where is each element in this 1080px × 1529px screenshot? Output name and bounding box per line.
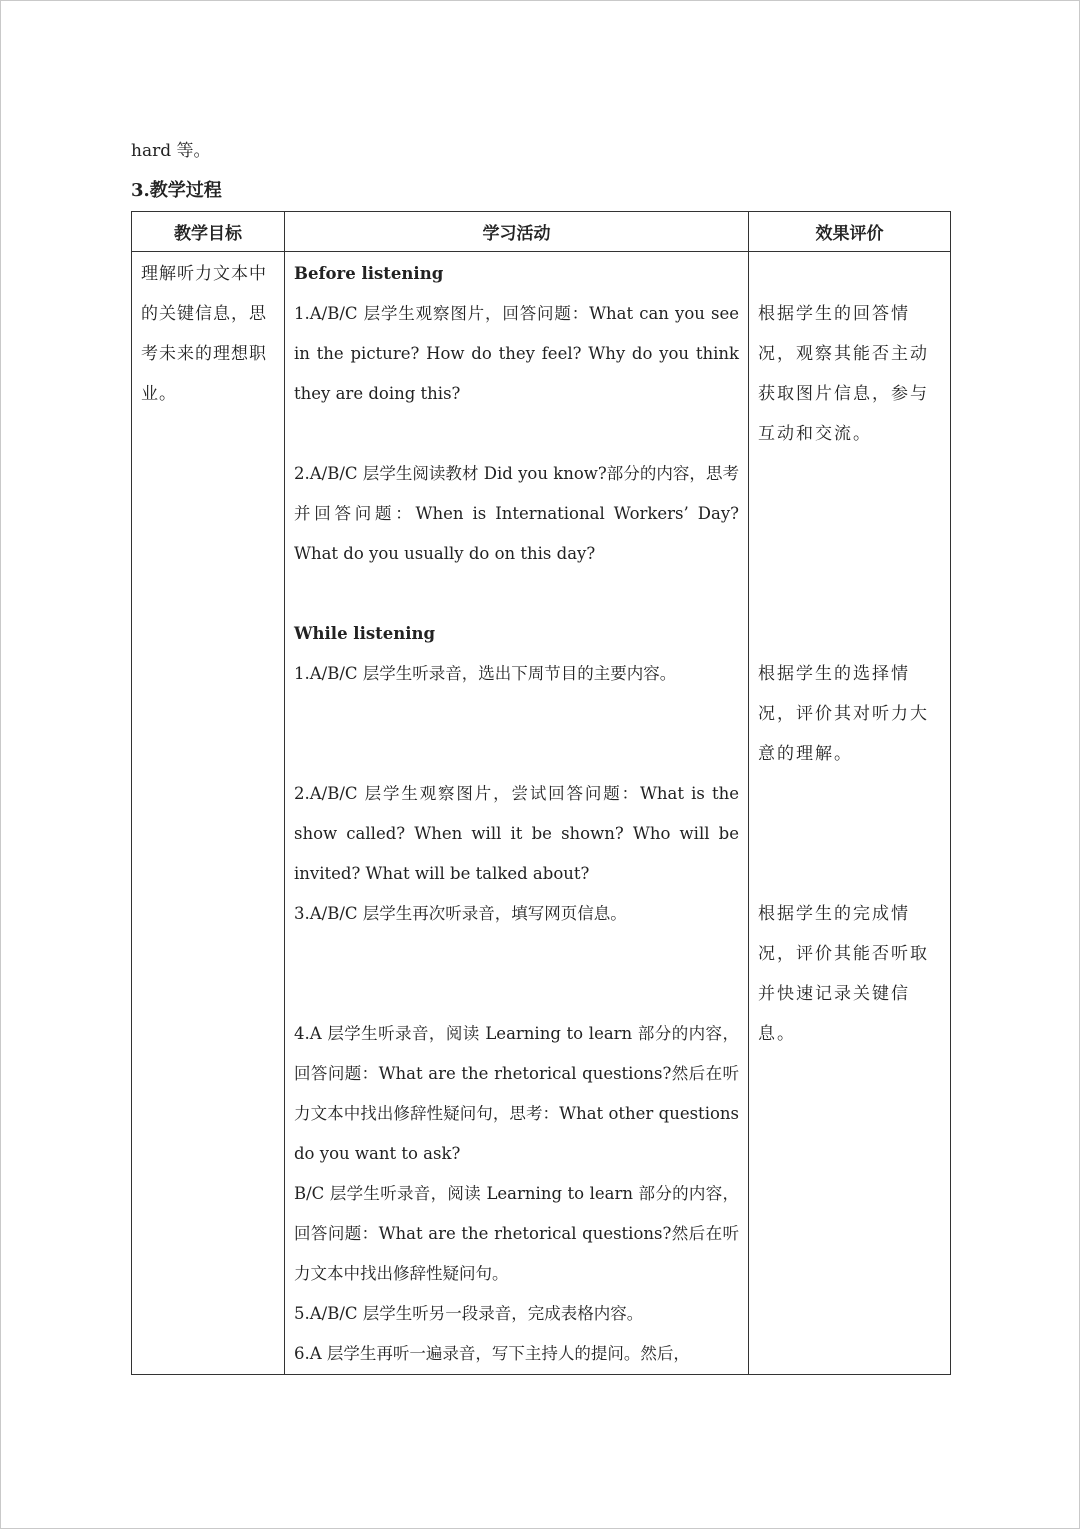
section-title: 3.教学过程 <box>131 180 222 201</box>
header-activity: 学习活动 <box>285 212 749 252</box>
activity-item: B/C 层学生听录音，阅读 Learning to learn 部分的内容，回答问题：What are the rhetorical questions?然后在听力文本中找出修辞性疑问句。 <box>294 1184 739 1283</box>
activity-item: 2.A/B/C 层学生观察图片，尝试回答问题：What is the show called? When will it be shown? Who will be invited? What will be talked about? <box>294 784 739 883</box>
intro-text: hard 等。 <box>131 141 211 161</box>
before-listening-heading: Before listening <box>294 264 444 283</box>
activity-item: 4.A 层学生听录音，阅读 Learning to learn 部分的内容，回答问题：What are the rhetorical questions?然后在听力文本中找出修辞性疑问句，思考：What other questions do you want to ask? <box>294 1024 739 1163</box>
goal-cell: 理解听力文本中的关键信息，思考未来的理想职业。 <box>132 252 285 1375</box>
activity-item: 5.A/B/C 层学生听另一段录音，完成表格内容。 <box>294 1304 644 1323</box>
activity-item: 2.A/B/C 层学生阅读教材 Did you know?部分的内容，思考并回答问题：When is International Workers’ Day? What do you usually do on this day? <box>294 464 739 563</box>
header-goal: 教学目标 <box>132 212 285 252</box>
teaching-process-table <box>131 211 951 1375</box>
activity-item: 1.A/B/C 层学生观察图片，回答问题：What can you see in the picture? How do they feel? Why do you think they are doing this? <box>294 304 739 403</box>
evaluation-item: 根据学生的完成情况，评价其能否听取并快速记录关键信息。 <box>758 904 929 1044</box>
activity-item: 1.A/B/C 层学生听录音，选出下周节目的主要内容。 <box>294 664 677 683</box>
table-row <box>132 252 951 1375</box>
while-listening-heading: While listening <box>294 624 436 643</box>
table-header-row <box>132 212 951 252</box>
evaluation-item: 根据学生的选择情况，评价其对听力大意的理解。 <box>758 664 929 764</box>
header-evaluation: 效果评价 <box>749 212 951 252</box>
evaluation-cell <box>749 252 951 1375</box>
evaluation-item: 根据学生的回答情况，观察其能否主动获取图片信息，参与互动和交流。 <box>758 304 929 444</box>
activity-item: 3.A/B/C 层学生再次听录音，填写网页信息。 <box>294 904 627 923</box>
activity-item: 6.A 层学生再听一遍录音，写下主持人的提问。然后， <box>294 1344 690 1363</box>
activity-cell <box>285 252 749 1375</box>
